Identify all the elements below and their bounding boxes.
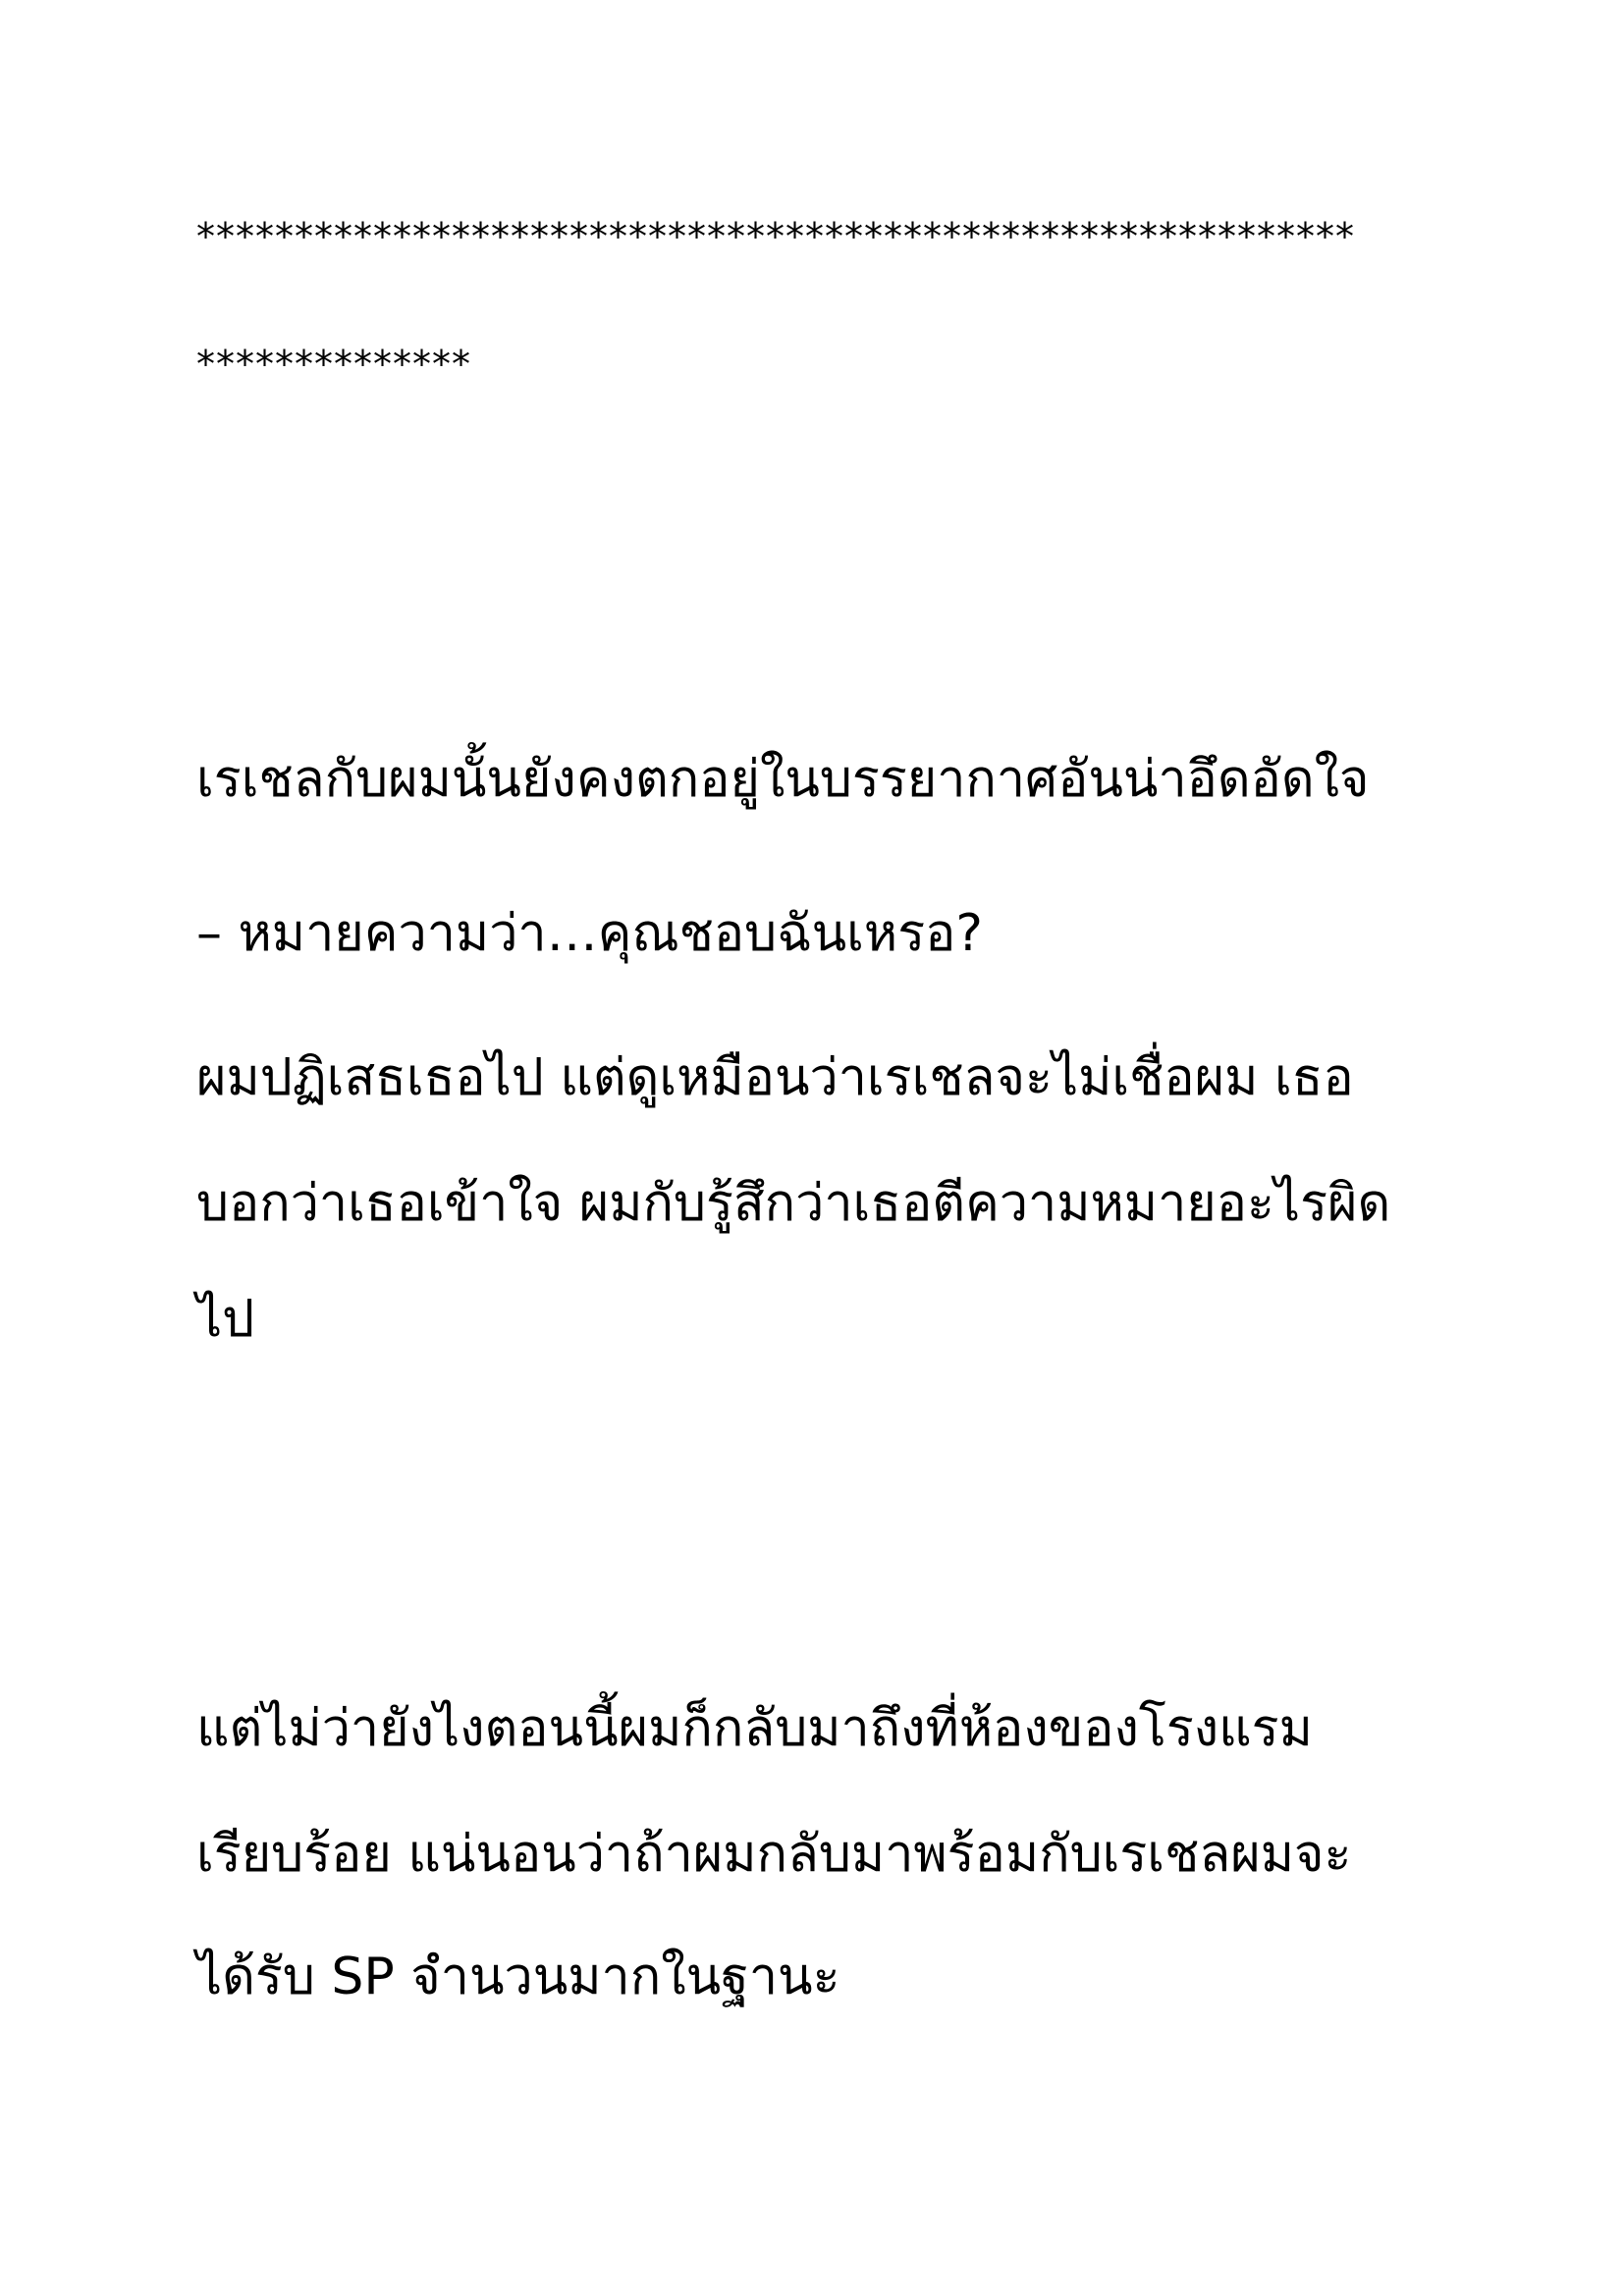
text-line: บอกว่าเธอเข้าใจ ผมกับรู้สึกว่าเธอตีความหมายอะไรผิด bbox=[196, 1174, 1391, 1233]
separator-line: *********************************************************** bbox=[196, 215, 1355, 258]
text-line: ผมปฏิเสธเธอไป แต่ดูเหมือนว่าเรเชลจะไม่เชื่อผม เธอ bbox=[196, 1048, 1354, 1107]
text-line: ได้รับ SP จำนวนมากในฐานะ bbox=[196, 1948, 840, 2006]
text-line: – หมายความว่า…คุณชอบฉันเหรอ? bbox=[196, 904, 983, 963]
separator-line: ************** bbox=[196, 343, 471, 386]
text-line: ไป bbox=[196, 1290, 255, 1349]
text-line: เรเชลกับผมนั้นยังคงตกอยู่ในบรรยากาศอันน่าอึดอัดใจ bbox=[196, 750, 1370, 809]
text-line: แต่ไม่ว่ายังไงตอนนี้ผมก็กลับมาถึงที่ห้องของโรงแรม bbox=[196, 1699, 1313, 1758]
text-line: เรียบร้อย แน่นอนว่าถ้าผมกลับมาพร้อมกับเรเชลผมจะ bbox=[196, 1825, 1352, 1884]
